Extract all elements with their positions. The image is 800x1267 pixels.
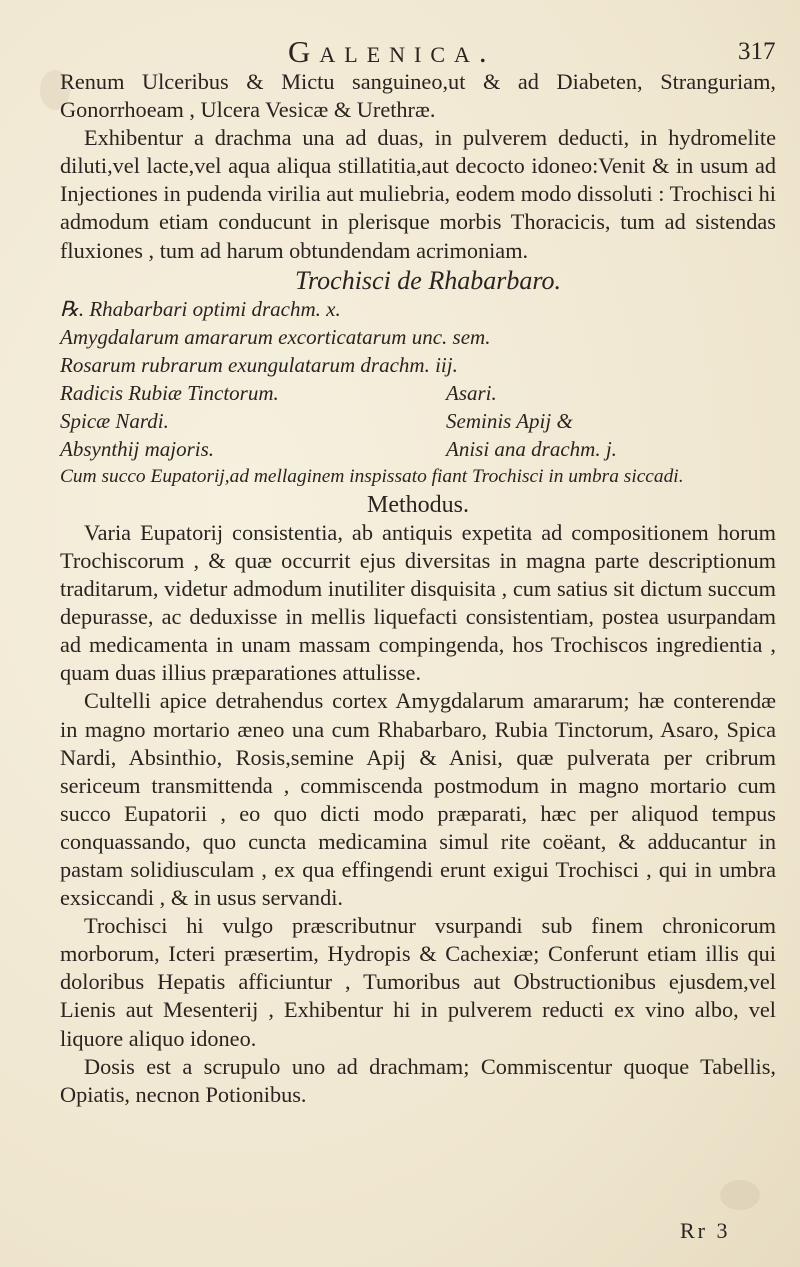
recipe-title: Trochisci de Rhabarbaro.: [294, 265, 562, 295]
recipe-instruction: Cum succo Eupatorij,ad mellaginem inspissato fiant Trochisci in umbra siccadi.: [60, 465, 684, 487]
recipe-line: [60, 295, 776, 323]
methodus-paragraph: Trochisci hi vulgo præscributnur vsurpandi sub finem chronicorum morborum, Icteri præsertim, Hydropis & Cachexiæ; Conferunt etiam illis qui doloribus Hepatis afficiuntur , Tumoribus aut Obstructionibus ejusdem,vel Lienis aut Mesenterij , Exhibentur hi in pulverem reducti ex vino albo, vel liquore aliquo idoneo.: [60, 913, 776, 1051]
ingredient: Asari.: [446, 380, 497, 405]
recipe-line: [60, 407, 776, 435]
recipe-ingredients: [60, 295, 776, 491]
methodus-paragraph: Dosis est a scrupulo uno ad drachmam; Commiscentur quoque Tabellis, Opiatis, necnon Potionibus.: [60, 1053, 776, 1107]
methodus-paragraph: Cultelli apice detrahendus cortex Amygdalarum amararum; hæ conterendæ in magno mortario æneo una cum Rhabarbaro, Rubia Tinctorum, Asaro, Spica Nardi, Absinthio, Rosis,semine Apij & Anisi, quæ pulverata per cribrum sericeum transmittenda , commiscenda postmodum in magno mortario cum succo Eupatorii , eo quo dicti modo præparati, hæc per aliquod tempus conquassando, quo cuncta medicamina simul rite coëant, & adducantur in pastam solidiusculam , ex qua effingendi erunt exigui Trochisci , qui in umbra exsiccandi , & in usus servandi.: [60, 688, 776, 911]
ingredient: Anisi ana drachm. j.: [446, 436, 617, 461]
ingredient: Radicis Rubiæ Tinctorum.: [60, 380, 279, 405]
methodus-paragraph: Varia Eupatorij consistentia, ab antiquis expetita ad compositionem horum Trochiscorum , & quæ occurrit ejus diversitas in magna parte descriptionum traditarum, videtur admodum inutiliter disquisita , cum satius sit dictum succum depurasse, ac deduxisse in mellis liquefacti consistentiam, postea usurpandam ad medicamenta in unam massam compingenda, hos Trochiscos ingredientia , quam duas illius præparationes attulisse.: [60, 519, 776, 686]
running-title: Galenica.: [288, 34, 496, 69]
paragraph-dosage: Exhibentur a drachma una ad duas, in pulverem deducti, in hydromelite diluti,vel lacte,vel aqua aliqua stillatitia,aut decocto idoneo:Venit & in usum ad Injectiones in pudenda virilia aut muliebria, eodem modo dissoluti : Trochisci hi admodum etiam conducunt in plerisque morbis Thoracicis, tum ad sistendas fluxiones , tum ad harum obtundendam acrimoniam.: [60, 125, 776, 263]
main-text: [60, 68, 776, 1109]
recipe-line: [60, 351, 776, 379]
ingredient: Rosarum rubrarum exungulatarum drachm. iij.: [60, 352, 458, 377]
recipe-line: [60, 435, 776, 463]
recipe-line: [60, 463, 776, 491]
signature-mark: Rr 3: [680, 1218, 731, 1243]
ingredient: Seminis Apij &: [446, 408, 573, 433]
ingredient: ℞. Rhabarbari optimi drachm. x.: [60, 296, 341, 321]
methodus-title: Methodus.: [367, 491, 469, 518]
paragraph-indications: Renum Ulceribus & Mictu sanguineo,ut & ad Diabeten, Stranguriam, Gonorrhoeam , Ulcera Vesicæ & Urethræ.: [60, 69, 776, 123]
ingredient: Amygdalarum amararum excorticatarum unc. sem.: [60, 324, 491, 349]
ingredient: Absynthij majoris.: [60, 436, 215, 461]
recipe-line: [60, 379, 776, 407]
paper-stain: [720, 1180, 760, 1210]
page-number: 317: [738, 38, 776, 65]
ingredient: Spicæ Nardi.: [60, 408, 169, 433]
recipe-line: [60, 323, 776, 351]
